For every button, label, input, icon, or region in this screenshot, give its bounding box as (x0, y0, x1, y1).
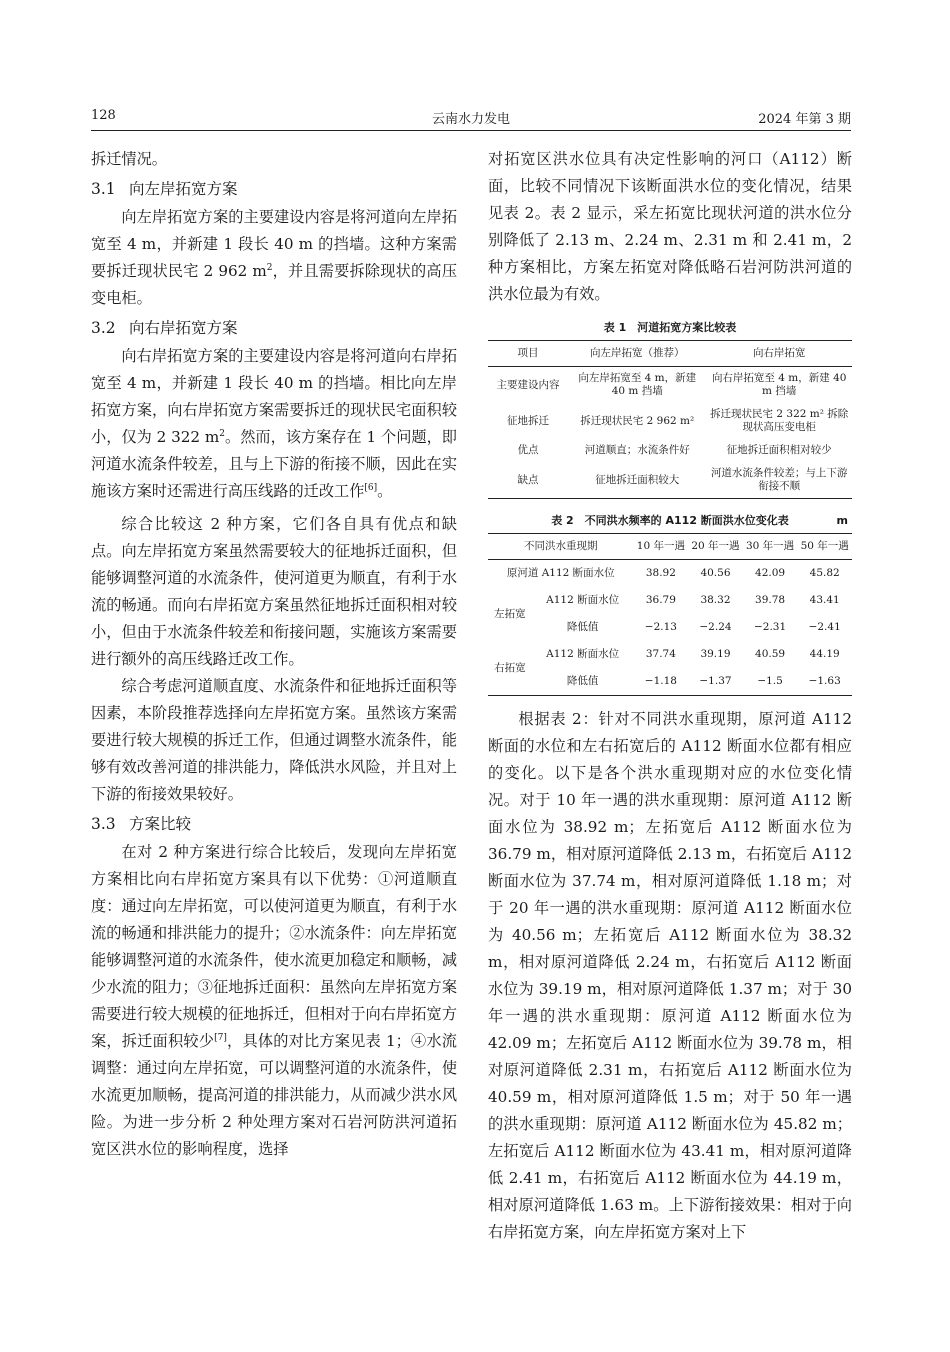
table-row: 左拓宽 A112 断面水位 36.79 38.32 39.78 43.41 (494, 594, 840, 620)
paragraph: 拆迁情况。 (91, 150, 167, 168)
left-column (91, 146, 457, 1163)
table-2 (488, 533, 852, 696)
table-1 (488, 340, 852, 499)
section-heading-3-2: 3.2 向右岸拓宽方案 (91, 319, 238, 337)
table-row: 主要建设内容 向左岸拓宽至 4 m，新建 40 m 挡墙 向右岸拓宽至 4 m，新建 40 m 挡墙 (496, 372, 847, 397)
right-column (488, 146, 852, 1246)
table-header-cell: 20 年一遇 (688, 534, 743, 560)
table-row: 优点 河道顺直；水流条件好 征地拆迁面积相对较少 (517, 444, 832, 456)
page-header (91, 108, 851, 130)
table-header-cell: 向左岸拓宽（推荐） (568, 341, 706, 367)
section-heading-3-1: 3.1 向左岸拓宽方案 (91, 180, 238, 198)
table-header-cell: 向右岸拓宽 (706, 341, 852, 367)
table-2-caption: 表 2 不同洪水频率的 A112 断面洪水位变化表 m (551, 514, 848, 527)
paragraph: 根据表 2：针对不同洪水重现期，原河道 A112 断面的水位和左右拓宽后的 A112 断面水位都有相应的变化。以下是各个洪水重现期对应的水位变化情况。对于 10 年一遇的洪水重现期：原河道 A112 断面水位为 38.92 m；左拓宽后 A112 断面水位为 36.79 m，相对原河道降低 2.13 m，右拓宽后 A112 断面水位为 37.74 m，相对原河道降低 1.18 m；对于 20 年一遇的洪水重现期：原河道 A112 断面水位为 40.56 m；左拓宽后 A112 断面水位为 38.32 m，相对原河道降低 2.24 m，右拓宽后 A112 断面水位为 39.19 m，相对原河道降低 1.37 m；对于 30 年一遇的洪水重现期：原河道 A112 断面水位为 42.09 m；左拓宽后 A112 断面水位为 39.78 m，相对原河道降低 2.31 m，右拓宽后 A112 断面水位为 40.59 m，相对原河道降低 1.5 m；对于 50 年一遇的洪水重现期：原河道 A112 断面水位为 45.82 m；左拓宽后 A112 断面水位为 43.41 m，相对原河道降低 2.41 m，右拓宽后 A112 断面水位为 44.19 m，相对原河道降低 1.63 m。上下游衔接效果：相对于向右岸拓宽方案，向左岸拓宽方案对上下 (488, 710, 852, 1241)
table-row: 降低值 −1.18 −1.37 −1.5 −1.63 (566, 675, 841, 687)
paragraph: 综合考虑河道顺直度、水流条件和征地拆迁面积等因素，本阶段推荐选择向左岸拓宽方案。虽然该方案需要进行较大规模的拆迁工作，但通过调整水流条件，能够有效改善河道的排洪能力，降低洪水风险，并且对上下游的衔接效果较好。 (91, 677, 457, 803)
header-rule (91, 130, 851, 131)
citation: [6] (364, 482, 378, 493)
table-header-cell: 50 年一遇 (797, 534, 852, 560)
citation: [7] (214, 1032, 227, 1043)
paragraph: 向左岸拓宽方案的主要建设内容是将河道向左岸拓宽至 4 m，并新建 1 段长 40 m 的挡墙。这种方案需要拆迁现状民宅 2 962 $m^2$，并且需要拆除现状的高压变电柜。 (91, 208, 458, 307)
table-row: 征地拆迁 拆迁现状民宅 2 962 m² 拆迁现状民宅 2 322 m² 拆除现状高压变电柜 (507, 408, 849, 433)
section-heading-3-3: 3.3 方案比较 (91, 815, 192, 833)
table-unit: m (836, 514, 848, 527)
table-header-cell: 不同洪水重现期 (488, 534, 634, 560)
paragraph: 综合比较这 2 种方案，它们各自具有优点和缺点。向左岸拓宽方案虽然需要较大的征地拆迁面积，但能够调整河道的水流条件，使河道更为顺直，有利于水流的畅通。而向右岸拓宽方案虽然征地拆迁面积相对较小，但由于水流条件较差和衔接问题，实施该方案需要进行额外的高压线路迁改工作。 (91, 515, 457, 668)
paragraph: 在对 2 种方案进行综合比较后，发现向左岸拓宽方案相比向右岸拓宽方案具有以下优势：①河道顺直度：通过向左岸拓宽，可以使河道更为顺直，有利于水流的畅通和排洪能力的提升；②水流条件：向左岸拓宽能够调整河道的水流条件，使水流更加稳定和顺畅，减少水流的阻力；③征地拆迁面积：虽然向左岸拓宽方案需要进行较大规模的征地拆迁，但相对于向右岸拓宽方案，拆迁面积较少[7]，具体的对比方案见表 1；④水流调整：通过向左岸拓宽，可以调整河道的水流条件，使水流更加顺畅，提高河道的排洪能力，从而减少洪水风险。为进一步分析 2 种处理方案对石岩河防洪河道拓宽区洪水位的影响程度，选择 (91, 843, 457, 1158)
table-row: 缺点 征地拆迁面积较大 河道水流条件较差；与上下游衔接不顺 (517, 467, 848, 492)
journal-title: 云南水力发电 (431, 112, 510, 127)
page-number: 128 (91, 108, 116, 123)
table-row: 右拓宽 A112 断面水位 37.74 39.19 40.59 44.19 (494, 648, 840, 674)
table-header-cell: 30 年一遇 (743, 534, 798, 560)
table-1-caption: 表 1 河道拓宽方案比较表 (603, 321, 737, 334)
paragraph: 向右岸拓宽方案的主要建设内容是将河道向右岸拓宽至 4 m，并新建 1 段长 40 m 的挡墙。相比向左岸拓宽方案，向右岸拓宽方案需要拆迁的现状民宅面积较小，仅为 2 322 $m^2$。然而，该方案存在 1 个问题，即河道水流条件较差，且与上下游的衔接不顺，因此在实施该方案时还需进行高压线路的迁改工作[6]。 (91, 347, 457, 500)
table-header-cell: 项目 (488, 341, 568, 367)
table-row: 原河道 A112 断面水位 38.92 40.56 42.09 45.82 (506, 567, 840, 579)
issue-label: 2024 年第 3 期 (758, 112, 851, 127)
table-header-cell: 10 年一遇 (634, 534, 689, 560)
table-row: 降低值 −2.13 −2.24 −2.31 −2.41 (566, 621, 841, 633)
paragraph: 对拓宽区洪水位具有决定性影响的河口（A112）断面，比较不同情况下该断面洪水位的变化情况，结果见表 2。表 2 显示，采左拓宽比现状河道的洪水位分别降低了 2.13 m、2.24 m、2.31 m 和 2.41 m，2 种方案相比，方案左拓宽对降低略石岩河防洪河道的洪水位最为有效。 (488, 150, 852, 303)
